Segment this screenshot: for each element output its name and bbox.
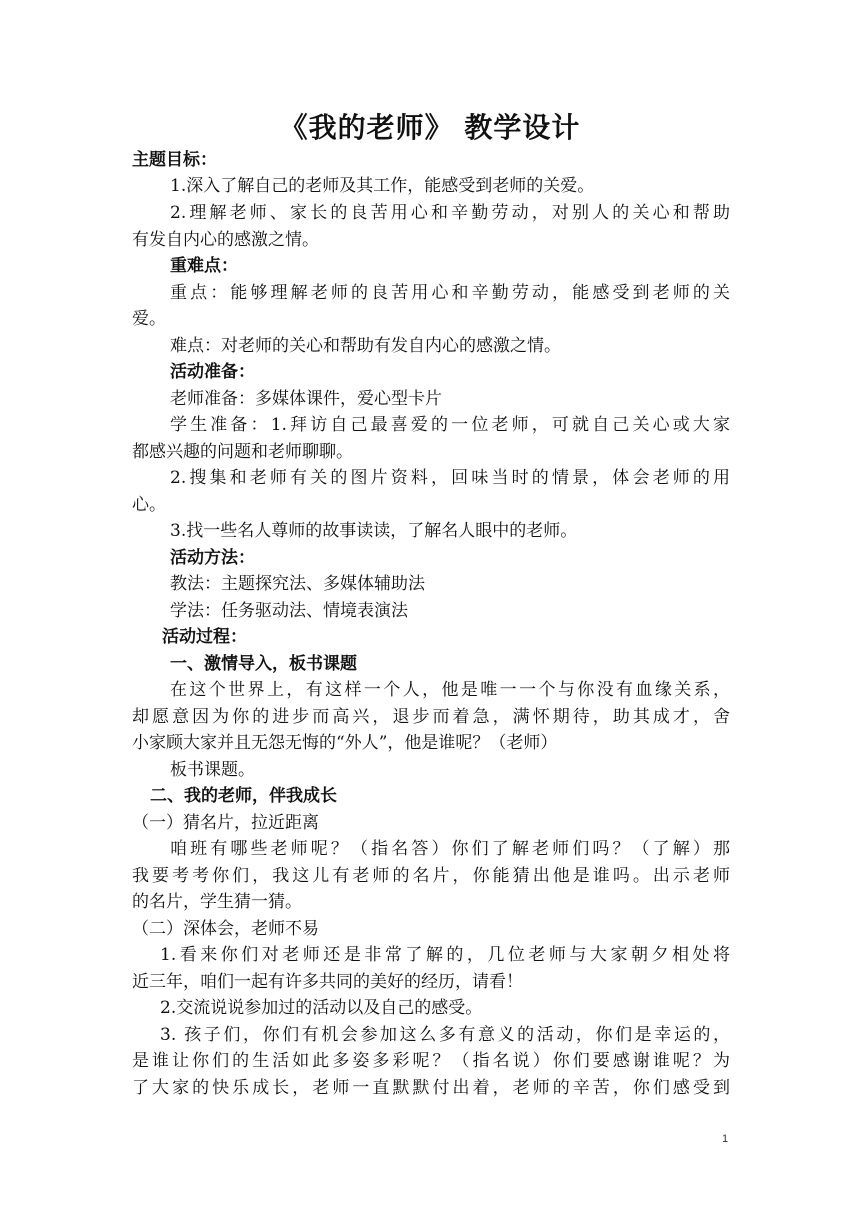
paragraph-line: 板书课题。 — [170, 760, 255, 780]
paragraph-line: 2.交流说说参加过的活动以及自己的感受。 — [160, 998, 483, 1018]
paragraph-line: 难点：对老师的关心和帮助有发自内心的感激之情。 — [170, 336, 561, 356]
heading-process: 活动过程： — [162, 627, 247, 647]
paragraph-line: 学法：任务驱动法、情境表演法 — [170, 601, 408, 621]
paragraph-line: 咱班有哪些老师呢？（指名答）你们了解老师们吗？（了解）那 — [170, 839, 730, 859]
paragraph-line: 却愿意因为你的进步而高兴，退步而着急，满怀期待，助其成才，舍 — [132, 707, 730, 727]
subsection-heading: （二）深体会，老师不易 — [132, 919, 319, 939]
subsection-heading: （一）猜名片，拉近距离 — [132, 813, 319, 833]
section-heading-1: 一、激情导入，板书课题 — [170, 654, 357, 674]
paragraph-line: 3. 孩子们，你们有机会参加这么多有意义的活动，你们是幸运的， — [160, 1025, 730, 1045]
heading-key-points: 重难点： — [170, 256, 238, 276]
paragraph-line: 爱。 — [132, 309, 166, 329]
paragraph-line: 的名片，学生猜一猜。 — [132, 892, 302, 912]
paragraph-line: 在这个世界上，有这样一个人，他是唯一一个与你没有血缘关系， — [170, 680, 730, 700]
paragraph-line: 有发自内心的感激之情。 — [132, 230, 319, 250]
paragraph-line: 3.找一些名人尊师的故事读读，了解名人眼中的老师。 — [170, 521, 578, 541]
paragraph-line: 近三年，咱们一起有许多共同的美好的经历，请看！ — [132, 972, 523, 992]
paragraph-line: 1.深入了解自己的老师及其工作，能感受到老师的关爱。 — [170, 176, 595, 196]
paragraph-line: 学生准备：1.拜访自己最喜爱的一位老师，可就自己关心或大家 — [170, 415, 730, 435]
heading-objectives: 主题目标： — [132, 150, 217, 170]
paragraph-line: 老师准备：多媒体课件，爱心型卡片 — [170, 389, 442, 409]
paragraph-line: 都感兴趣的问题和老师聊聊。 — [132, 442, 353, 462]
paragraph-line: 2.搜集和老师有关的图片资料，回味当时的情景，体会老师的用 — [170, 468, 730, 488]
paragraph-line: 重点：能够理解老师的良苦用心和辛勤劳动，能感受到老师的关 — [170, 283, 730, 303]
paragraph-line: 了大家的快乐成长，老师一直默默付出着，老师的辛苦，你们感受到 — [132, 1078, 730, 1098]
paragraph-line: 是谁让你们的生活如此多姿多彩呢？（指名说）你们要感谢谁呢？为 — [132, 1051, 730, 1071]
heading-methods: 活动方法： — [170, 548, 255, 568]
section-heading-2: 二、我的老师，伴我成长 — [150, 786, 337, 806]
document-title: 《我的老师》 教学设计 — [279, 111, 581, 144]
paragraph-line: 心。 — [132, 495, 166, 515]
paragraph-line: 我要考考你们，我这儿有老师的名片，你能猜出他是谁吗。出示老师 — [132, 866, 730, 886]
page-number: 1 — [722, 1133, 729, 1145]
paragraph-line: 2.理解老师、家长的良苦用心和辛勤劳动，对别人的关心和帮助 — [170, 203, 730, 223]
paragraph-line: 1.看来你们对老师还是非常了解的，几位老师与大家朝夕相处将 — [160, 945, 730, 965]
heading-preparation: 活动准备： — [170, 362, 255, 382]
paragraph-line: 小家顾大家并且无怨无悔的“外人”，他是谁呢？（老师） — [132, 733, 558, 753]
paragraph-line: 教法：主题探究法、多媒体辅助法 — [170, 574, 425, 594]
